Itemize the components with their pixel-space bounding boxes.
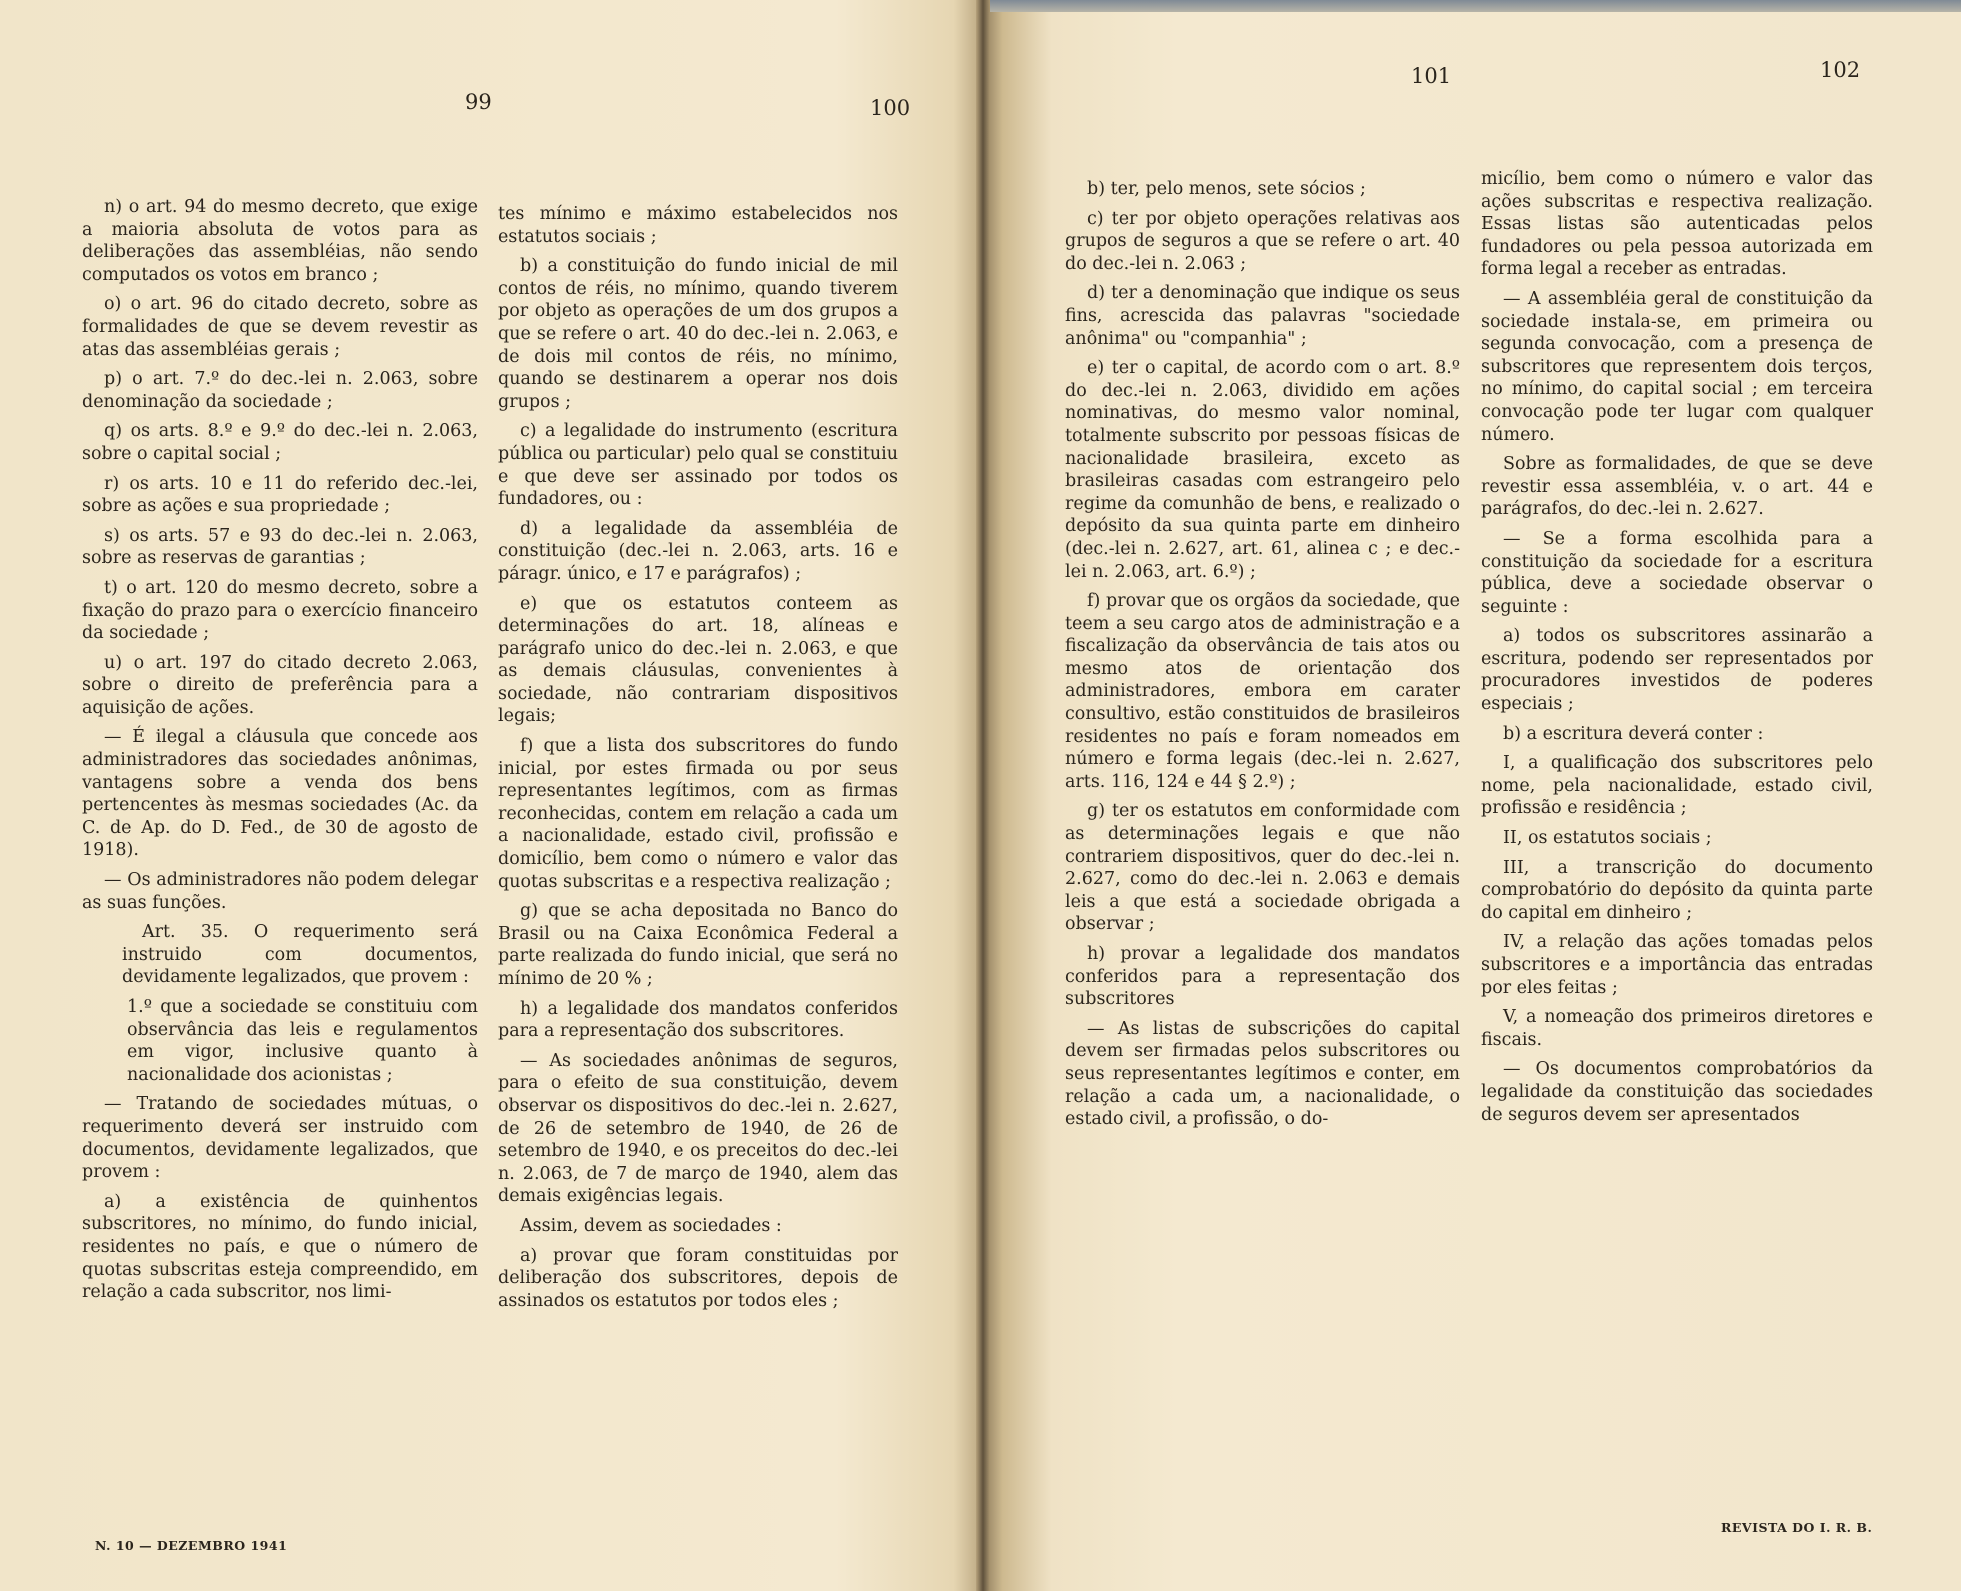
column-4 [1481, 168, 1873, 1133]
paragraph: tes mínimo e máximo estabelecidos nos estatutos sociais ; [498, 204, 898, 247]
paragraph: c) a legalidade do instrumento (escritura pública ou particular) pelo qual se constituiu e que deve ser assinado por todos os fundadores, ou : [498, 421, 898, 510]
paragraph: q) os arts. 8.º e 9.º do dec.-lei n. 2.063, sobre o capital social ; [82, 421, 478, 464]
paragraph: r) os arts. 10 e 11 do referido dec.-lei, sobre as ações e sua propriedade ; [82, 473, 478, 517]
paragraph: d) ter a denominação que indique os seus fins, acrescida das palavras "sociedade anônima" ou "companhia" ; [1065, 283, 1460, 349]
right-page [983, 0, 1961, 1591]
paragraph: Assim, devem as sociedades : [520, 1215, 782, 1236]
paragraph: b) ter, pelo menos, sete sócios ; [1087, 179, 1366, 199]
paragraph: a) a existência de quinhentos subscritores, no mínimo, do fundo inicial, residentes no país, e que o número de quotas subscritas esteja compreendido, em relação a cada subscritor, nos limi- [82, 1191, 478, 1303]
paragraph: e) ter o capital, de acordo com o art. 8.º do dec.-lei n. 2.063, dividido em ações nominativas, do mesmo valor nominal, totalmente subscrito por pessoas físicas de nacionalidade brasileira, exceto as brasileiras casadas com estrangeiro pelo regime da comunhão de bens, e realizado o depósito da sua quinta parte em dinheiro (dec.-lei n. 2.627, art. 61, alinea c ; e dec.-lei n. 2.063, art. 6.º) ; [1065, 358, 1460, 582]
paragraph: 1.º que a sociedade se constituiu com observância das leis e regulamentos em vigor, inclusive quanto à nacionalidade dos acionistas ; [127, 997, 478, 1085]
paragraph: c) ter por objeto operações relativas aos grupos de seguros a que se refere o art. 40 do dec.-lei n. 2.063 ; [1065, 208, 1460, 274]
paragraph: — As listas de subscrições do capital devem ser firmadas pelos subscritores ou seus representantes legítimos e conter, em relação a cada um, a nacionalidade, o estado civil, a profissão, o do- [1065, 1018, 1460, 1130]
paragraph: — As sociedades anônimas de seguros, para o efeito de sua constituição, devem observar os dispositivos do dec.-lei n. 2.627, de 26 de setembro de 1940, de 26 de setembro de 1940, e os preceitos do dec.-lei n. 2.063, de 7 de março de 1940, alem das demais exigências legais. [498, 1050, 898, 1207]
page-number-100: 100 [870, 96, 911, 120]
paragraph: b) a constituição do fundo inicial de mil contos de réis, no mínimo, quando tiverem por objeto as operações de um dos grupos a que se refere o art. 40 do dec.-lei n. 2.063, e de dois mil contos de réis, no mínimo, quando se destinarem a operar nos dois grupos ; [498, 256, 898, 412]
column-3 [1065, 178, 1460, 1138]
paragraph: a) provar que foram constituidas por deliberação dos subscritores, depois de assinados os estatutos por todos eles ; [498, 1245, 898, 1311]
paragraph: b) a escritura deverá conter : [1503, 723, 1764, 744]
paragraph: I, a qualificação dos subscritores pelo nome, pela nacionalidade, estado civil, profissão e residência ; [1481, 753, 1873, 819]
paragraph: Art. 35. O requerimento será instruido com documentos, devidamente legalizados, que provem : [122, 922, 478, 988]
paragraph: s) os arts. 57 e 93 do dec.-lei n. 2.063, sobre as reservas de garantias ; [82, 525, 478, 569]
paragraph: p) o art. 7.º do dec.-lei n. 2.063, sobre denominação da sociedade ; [82, 369, 478, 412]
page-number-99: 99 [465, 90, 492, 114]
paragraph: n) o art. 94 do mesmo decreto, que exige a maioria absoluta de votos para as deliberações das assembléias, não sendo computados os votos em branco ; [82, 197, 478, 285]
paragraph: u) o art. 197 do citado decreto 2.063, sobre o direito de preferência para a aquisição de ações. [82, 652, 478, 718]
paragraph: — Tratando de sociedades mútuas, o requerimento deverá ser instruido com documentos, devidamente legalizados, que provem : [82, 1094, 478, 1183]
paragraph: — Os documentos comprobatórios da legalidade da constituição das sociedades de seguros devem ser apresentados [1481, 1059, 1873, 1125]
paragraph: — Se a forma escolhida para a constituição da sociedade for a escritura pública, deve a sociedade observar o seguinte : [1481, 528, 1873, 617]
paragraph: h) provar a legalidade dos mandatos conferidos para a representação dos subscritores [1065, 944, 1460, 1010]
paragraph: II, os estatutos sociais ; [1503, 828, 1712, 849]
page-number-101: 101 [1411, 64, 1452, 88]
paragraph: V, a nomeação dos primeiros diretores e fiscais. [1481, 1007, 1873, 1050]
paragraph: a) todos os subscritores assinarão a escritura, podendo ser representados por procuradores investidos de poderes especiais ; [1481, 626, 1873, 715]
paragraph: t) o art. 120 do mesmo decreto, sobre a fixação do prazo para o exercício financeiro da sociedade ; [82, 577, 478, 644]
footer-issue: N. 10 — DEZEMBRO 1941 [95, 1538, 288, 1553]
paragraph: III, a transcrição do documento comprobatório do depósito da quinta parte do capital em dinheiro ; [1481, 857, 1873, 923]
paragraph: Sobre as formalidades, de que se deve revestir essa assembléia, v. o art. 44 e parágrafos, do dec.-lei n. 2.627. [1481, 454, 1873, 520]
paragraph: e) que os estatutos conteem as determinações do art. 18, alíneas e parágrafo unico do dec.-lei n. 2.063, e que as demais cláusulas, convenientes à sociedade, não contrariam dispositivos legais; [498, 593, 898, 727]
paragraph: o) o art. 96 do citado decreto, sobre as formalidades de que se devem revestir as atas das assembléias gerais ; [82, 294, 478, 360]
paragraph: IV, a relação das ações tomadas pelos subscritores e a importância das entradas por eles feitas ; [1481, 932, 1873, 998]
paragraph: — Os administradores não podem delegar as suas funções. [82, 870, 478, 913]
footer-journal: REVISTA DO I. R. B. [1721, 1520, 1873, 1535]
page-edge [983, 0, 1961, 12]
paragraph: micílio, bem como o número e valor das ações subscritas e respectiva realização. Essas listas são autenticadas pelos fundadores ou pela pessoa autorizada em forma legal a receber as entradas. [1481, 169, 1873, 280]
paragraph: f) que a lista dos subscritores do fundo inicial, por estes firmada ou por seus representantes legítimos, com as firmas reconhecidas, contem em relação a cada um a nacionalidade, estado civil, profissão e domicílio, bem como o número e valor das quotas subscritas e a respectiva realização ; [498, 736, 898, 892]
paragraph: — A assembléia geral de constituição da sociedade instala-se, em primeira ou segunda convocação, com a presença de subscritores que representem dois terços, no mínimo, do capital social ; em terceira convocação pode ter lugar com qualquer número. [1481, 288, 1873, 445]
paragraph: — É ilegal a cláusula que concede aos administradores das sociedades anônimas, vantagens sobre a venda dos bens pertencentes às mesmas sociedades (Ac. da C. de Ap. do D. Fed., de 30 de agosto de 1918). [82, 727, 478, 861]
gutter [976, 0, 990, 1591]
column-1 [82, 196, 478, 1311]
paragraph: h) a legalidade dos mandatos conferidos para a representação dos subscritores. [498, 998, 898, 1042]
paragraph: g) que se acha depositada no Banco do Brasil ou na Caixa Econômica Federal a parte realizada do fundo inicial, que será no mínimo de 20 % ; [498, 901, 898, 989]
paragraph: g) ter os estatutos em conformidade com as determinações legais e que não contrariem dispositivos, quer do dec.-lei n. 2.627, como do dec.-lei n. 2.063 e demais leis a que está a sociedade obrigada a observar ; [1065, 801, 1460, 935]
paragraph: f) provar que os orgãos da sociedade, que teem a seu cargo atos de administração e a fiscalização da observância de tais atos ou mesmo atos de orientação dos administradores, embora em carater consultivo, estão constituidos de brasileiros residentes no país e foram nomeados em número e forma legais (dec.-lei n. 2.627, arts. 116, 124 e 44 § 2.º) ; [1065, 591, 1460, 792]
paragraph: d) a legalidade da assembléia de constituição (dec.-lei n. 2.063, arts. 16 e páragr. único, e 17 e parágrafos) ; [498, 518, 898, 584]
page-number-102: 102 [1820, 58, 1861, 82]
column-2 [498, 203, 898, 1319]
